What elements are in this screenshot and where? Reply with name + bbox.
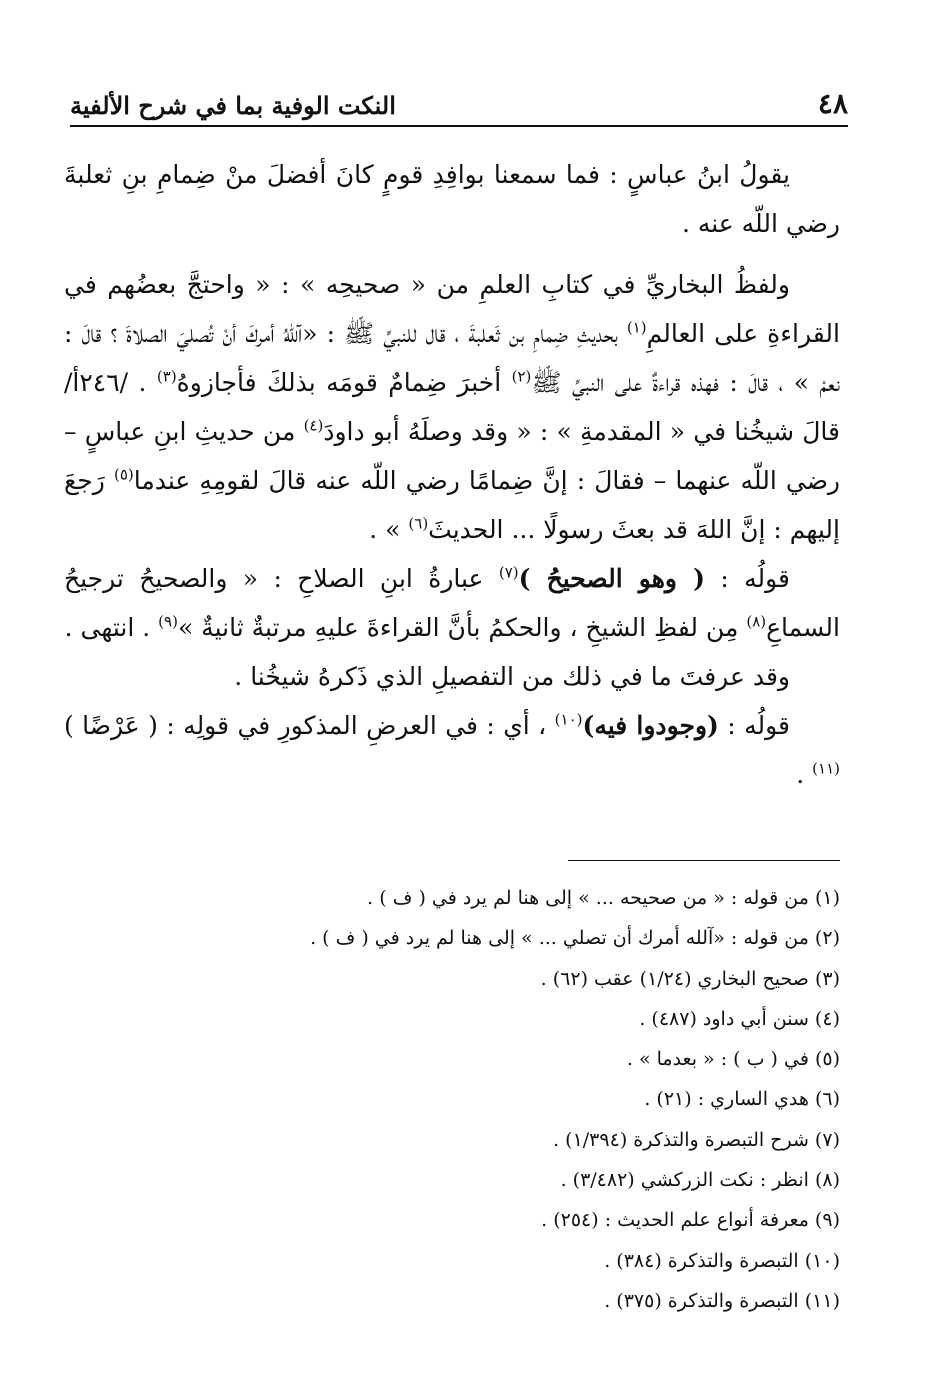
footnote-7: (٧) شرح التبصرة والتذكرة (١/٣٩٤) .: [553, 1128, 840, 1151]
running-header: [70, 80, 848, 120]
footnote-ref-9[interactable]: (٩): [158, 612, 178, 631]
footnotes: [240, 878, 840, 1321]
footnote-ref-5[interactable]: (٥): [113, 465, 134, 484]
header-rule: [70, 125, 848, 127]
footnote-ref-4[interactable]: (٤): [303, 416, 324, 435]
footnote-6: (٦) هدي الساري : (٢١) .: [644, 1088, 840, 1111]
footnote-4: (٤) سنن أبي داود (٤٨٧) .: [639, 1007, 840, 1030]
paragraph-5: قولُه : (وجودوا فيه)$^{(١٠)}$ ، أي : في العرضِ المذكورِ في قولِه : ( عَرْضًا )$^{(١١)}$ .: [64, 710, 840, 789]
footnote-separator: [568, 860, 840, 861]
paragraph-3: قولُه : ( وهو الصحيحُ )$^{(٧)}$ عبارةُ ابنِ الصلاحِ : « والصحيحُ ترجيحُ السماعِ$^{(٨)}$ مِن لفظِ الشيخِ ، والحكمُ بأنَّ القراءةَ عليهِ مرتبةٌ ثانيةٌ »$^{(٩)}$ . انتهى .: [64, 563, 840, 642]
page-number: ٤٨: [817, 87, 848, 120]
footnote-8: (٨) انظر : نكت الزركشي (٣/٤٨٢) .: [560, 1169, 840, 1192]
footnote-ref-11[interactable]: (١١): [812, 759, 840, 778]
footnote-ref-7[interactable]: (٧): [498, 563, 519, 582]
paragraph-2: ولفظُ البخاريِّ في كتابِ العلمِ من « صحيحِه » : « واحتجَّ بعضُهم في القراءةِ على العالمِ$^{(١)}$ بحديثِ ضِمامِ بن ثَعلبةَ ، قال للنبيِّ ﷺ : «آللهُ أمركَ أنْ تُصليَ الصلاةَ ؟ قالَ : نعمْ » ، قالَ : فهذه قراءةٌ على النبيِّ ﷺ$^{(٢)}$ أخبرَ ضِمامٌ قومَه بذلكَ فأجازوهُ$^{(٣)}$ . /٢٤٦أ/ قالَ شيخُنا في « المقدمةِ » : « وقد وصلَهُ أبو داودَ$^{(٤)}$ من حديثِ ابنِ عباسٍ – رضي اللّه عنهما – فقالَ : إنَّ ضِمامًا رضي اللّه عنه قالَ لقومِهِ عندما$^{(٥)}$ رَجعَ إليهم : إنَّ اللهَ قد بعثَ رسولًا ... الحديثَ$^{(٦)}$ » .: [64, 270, 841, 544]
footnote-ref-6[interactable]: (٦): [408, 514, 429, 533]
quoted-phrase: (وجودوا فيه): [582, 711, 719, 740]
footnote-3: (٣) صحيح البخاري (١/٢٤) عقب (٦٢) .: [540, 967, 840, 990]
footnote-10: (١٠) التبصرة والتذكرة (٣٨٤) .: [604, 1249, 840, 1272]
footnote-5: (٥) في ( ب ) : « بعدما » .: [626, 1048, 840, 1071]
main-text: [64, 150, 840, 799]
footnote-ref-2[interactable]: (٢): [511, 367, 532, 386]
paragraph-1: يقولُ ابنُ عباسٍ : فما سمعنا بوافِدِ قومٍ كانَ أفضلَ منْ ضِمامِ بنِ ثعلبةَ رضي اللّه عنه .: [64, 160, 840, 238]
footnote-ref-1[interactable]: (١): [626, 318, 647, 337]
footnote-ref-8[interactable]: (٨): [746, 612, 767, 631]
footnote-1: (١) من قوله : « من صحيحه ... » إلى هنا لم يرد في ( ف ) .: [367, 887, 840, 909]
footnote-2: (٢) من قوله : «آلله أمرك أن تصلي ... » إلى هنا لم يرد في ( ف ) .: [310, 927, 840, 950]
quoted-phrase: ( وهو الصحيحُ ): [518, 564, 705, 593]
footnote-ref-3[interactable]: (٣): [156, 367, 177, 386]
footnote-ref-10[interactable]: (١٠): [554, 710, 583, 729]
running-title: النكت الوفية بما في شرح الألفية: [70, 91, 396, 120]
footnote-9: (٩) معرفة أنواع علم الحديث : (٢٥٤) .: [541, 1209, 840, 1232]
paragraph-4: وقد عرفتَ ما في ذلك من التفصيلِ الذي ذَكرهُ شيخُنا .: [234, 662, 790, 691]
footnote-11: (١١) التبصرة والتذكرة (٣٧٥) .: [604, 1289, 840, 1312]
